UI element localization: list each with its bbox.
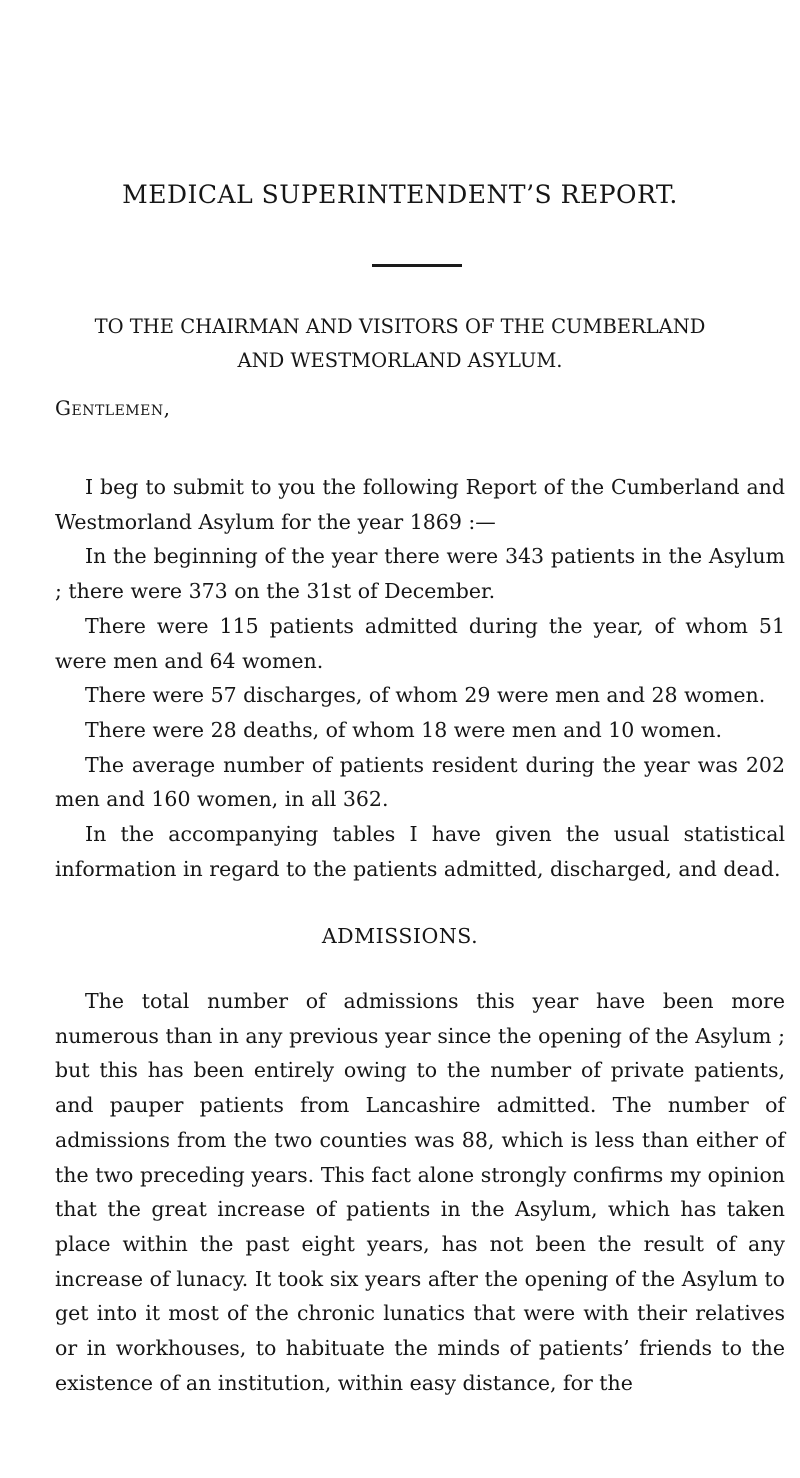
address-line-1: TO THE CHAIRMAN AND VISITORS OF THE CUMBERLAND — [94, 315, 706, 338]
report-title: MEDICAL SUPERINTENDENT’S REPORT. — [122, 180, 678, 209]
paragraph-discharges: There were 57 discharges, of whom 29 were men and 28 women. — [85, 683, 766, 708]
paragraph-average: The average number of patients resident during the year was 202 men and 160 women, in all 362. — [55, 752, 785, 812]
paragraph-deaths: There were 28 deaths, of whom 18 were men and 10 women. — [85, 717, 723, 742]
address-block — [0, 310, 800, 378]
salutation: Gentlemen, — [55, 396, 171, 420]
section-heading-admissions: ADMISSIONS. — [321, 924, 479, 948]
title-divider — [372, 264, 462, 267]
address-line-2: AND WESTMORLAND ASYLUM. — [237, 349, 563, 372]
paragraph-admissions-count: There were 115 patients admitted during the year, of whom 51 were men and 64 women. — [55, 613, 785, 673]
report-body — [55, 470, 785, 886]
paragraph-intro: I beg to submit to you the following Report of the Cumberland and Westmorland Asylum for the year 1869 :— — [55, 475, 785, 534]
paragraph-patients-count: In the beginning of the year there were 343 patients in the Asylum ; there were 373 on the 31st of December. — [55, 544, 785, 604]
admissions-body — [55, 984, 785, 1400]
paragraph-admissions: The total number of admissions this year have been more numerous than in any previous year since the opening of the Asylum ; but this has been entirely owing to the number of private patients, and pauper patients from Lancashire admitted. The number of admissions from the two counties was 88, which is less than either of the two preceding years. This fact alone strongly confirms my opinion that the great increase of patients in the Asylum, which has taken place within the past eight years, has not been the result of any increase of lunacy. It took six years after the opening of the Asylum to get into it most of the chronic lunatics that were with their relatives or in workhouses, to habituate the minds of patients’ friends to the existence of an institution, within easy distance, for the — [55, 989, 785, 1395]
paragraph-tables: In the accompanying tables I have given the usual statistical information in regard to the patients admitted, discharged, and dead. — [55, 822, 785, 881]
